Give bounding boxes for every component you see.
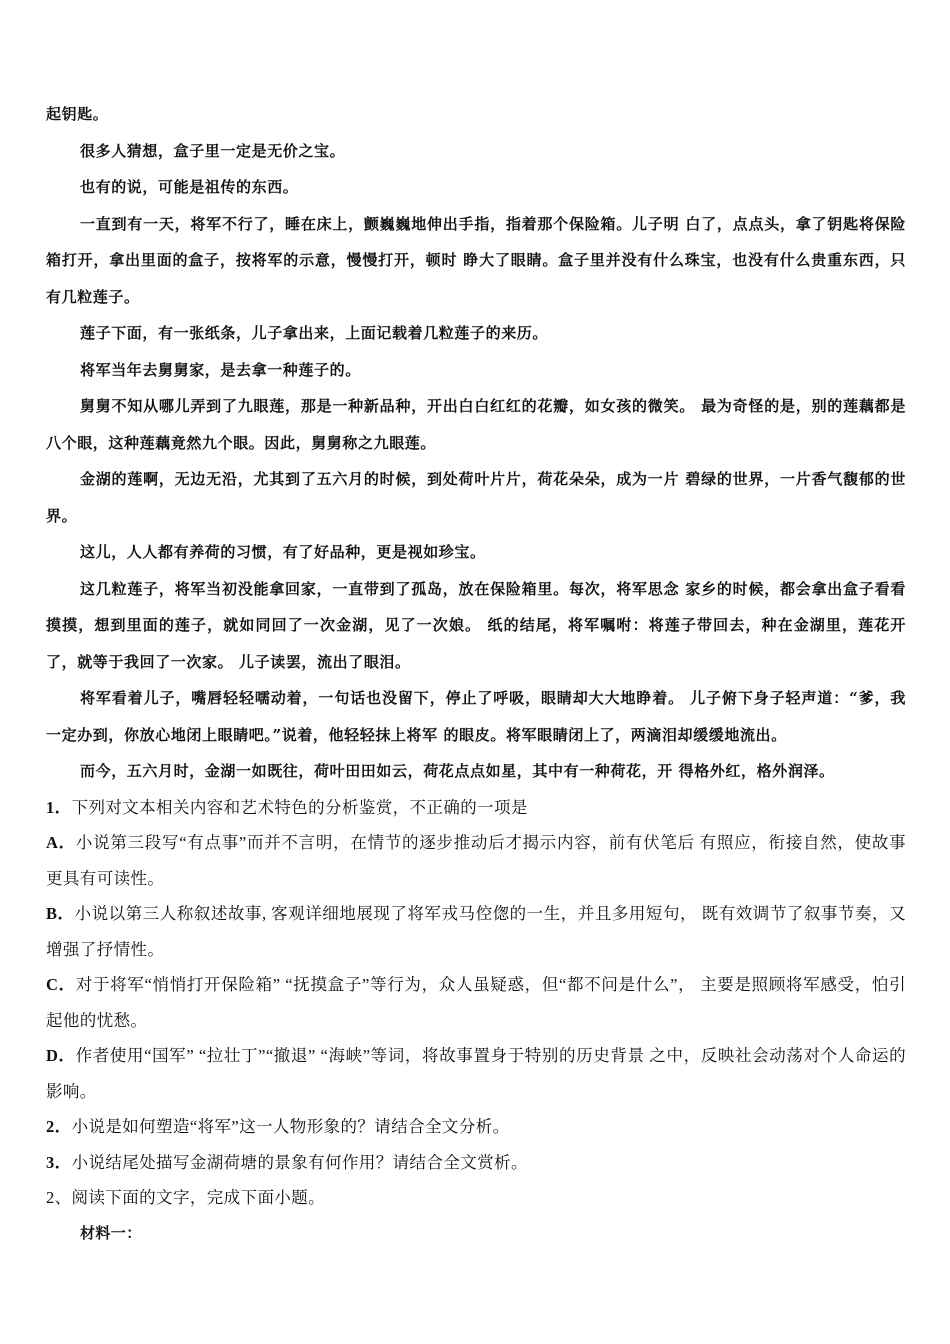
story-paragraph: 起钥匙。 — [46, 105, 109, 123]
story-paragraph: 而今，五六月时，金湖一如既往，荷叶田田如云，荷花点点如星，其中有一种荷花，开 得格外红，格外润泽。 — [80, 762, 835, 780]
option-letter: B． — [46, 904, 75, 923]
question-number: 1． — [46, 797, 72, 817]
option-text: 作者使用“国军” “拉壮丁”“撤退” “海峡”等词，将故事置身于特别的历史背景 之中，反映社会动荡对个人命运的影响。 — [46, 1046, 907, 1101]
story-paragraph: 一直到有一天，将军不行了，睡在床上，颤巍巍地伸出手指，指着那个保险箱。儿子明 白了，点点头，拿了钥匙将保险箱打开，拿出里面的盒子，按将军的示意，慢慢打开，顿时 睁大了眼睛。盒子里并没有什么珠宝，也没有什么贵重东西，只有几粒莲子。 — [46, 214, 906, 306]
option-letter: A． — [46, 833, 76, 852]
option-d — [46, 1038, 906, 1109]
question-2 — [46, 1109, 906, 1145]
question-1 — [46, 790, 906, 826]
option-text: 对于将军“悄悄打开保险箱” “抚摸盒子”等行为，众人虽疑惑，但“都不问是什么”， 主要是照顾将军感受，怕引起他的忧愁。 — [46, 975, 907, 1030]
story-paragraph: 金湖的莲啊，无边无沿，尤其到了五六月的时候，到处荷叶片片，荷花朵朵，成为一片 碧绿的世界，一片香气馥郁的世界。 — [46, 470, 906, 525]
question-text: 小说是如何塑造“将军”这一人物形象的？请结合全文分析。 — [71, 1117, 510, 1136]
document-page — [46, 96, 906, 1251]
story-paragraph: 将军当年去舅舅家，是去拿一种莲子的。 — [80, 360, 361, 379]
story-paragraph: 将军看着儿子，嘴唇轻轻嚅动着，一句话也没留下，停止了呼吸，眼睛却大大地睁着。 儿子俯下身子轻声道：“爹，我一定办到，你放心地闭上眼睛吧。”说着，他轻轻抹上将军 的眼皮。将军眼睛闭上了，两滴泪却缓缓地流出。 — [46, 689, 906, 744]
option-text: 小说第三段写“有点事”而并不言明，在情节的逐步推动后才揭示内容，前有伏笔后 有照应，衔接自然，使故事更具有可读性。 — [46, 833, 906, 888]
option-c — [46, 967, 906, 1038]
story-paragraph: 也有的说，可能是祖传的东西。 — [80, 178, 299, 196]
story-paragraph: 这几粒莲子，将军当初没能拿回家，一直带到了孤岛，放在保险箱里。每次，将军思念 家乡的时候，都会拿出盒子看看摸摸，想到里面的莲子，就如同回了一次金湖，见了一次娘。 纸的结尾，将军嘱咐：将莲子带回去，种在金湖里，莲花开了，就等于我回了一次家。 儿子读罢，流出了眼泪。 — [46, 579, 906, 671]
story-paragraph: 莲子下面，有一张纸条，儿子拿出来，上面记载着几粒莲子的来历。 — [80, 324, 549, 342]
material-1-label: 材料一： — [80, 1223, 142, 1242]
story-text — [46, 96, 906, 790]
option-text: 小说以第三人称叙述故事, 客观详细地展现了将军戎马倥偬的一生，并且多用短句， 既有效调节了叙事节奏，又增强了抒情性。 — [46, 904, 906, 959]
question-number: 2． — [46, 1117, 72, 1136]
question-text: 小说结尾处描写金湖荷塘的景象有何作用？请结合全文赏析。 — [71, 1152, 528, 1172]
question-3 — [46, 1145, 906, 1181]
option-letter: D． — [46, 1046, 76, 1065]
question-number: 3． — [46, 1152, 72, 1172]
story-paragraph: 舅舅不知从哪儿弄到了九眼莲，那是一种新品种，开出白白红红的花瓣，如女孩的微笑。 最为奇怪的是，别的莲藕都是八个眼，这种莲藕竟然九个眼。因此，舅舅称之九眼莲。 — [46, 397, 906, 452]
story-paragraph: 这儿，人人都有养荷的习惯，有了好品种，更是视如珍宝。 — [80, 543, 486, 561]
option-b — [46, 896, 906, 967]
option-a — [46, 825, 906, 896]
section-2-heading: 2、阅读下面的文字，完成下面小题。 — [46, 1188, 326, 1207]
story-paragraph: 很多人猜想，盒子里一定是无价之宝。 — [80, 141, 346, 160]
questions-section — [46, 790, 906, 1252]
question-text: 下列对文本相关内容和艺术特色的分析鉴赏，不正确的一项是 — [71, 797, 528, 817]
option-letter: C． — [46, 975, 76, 994]
